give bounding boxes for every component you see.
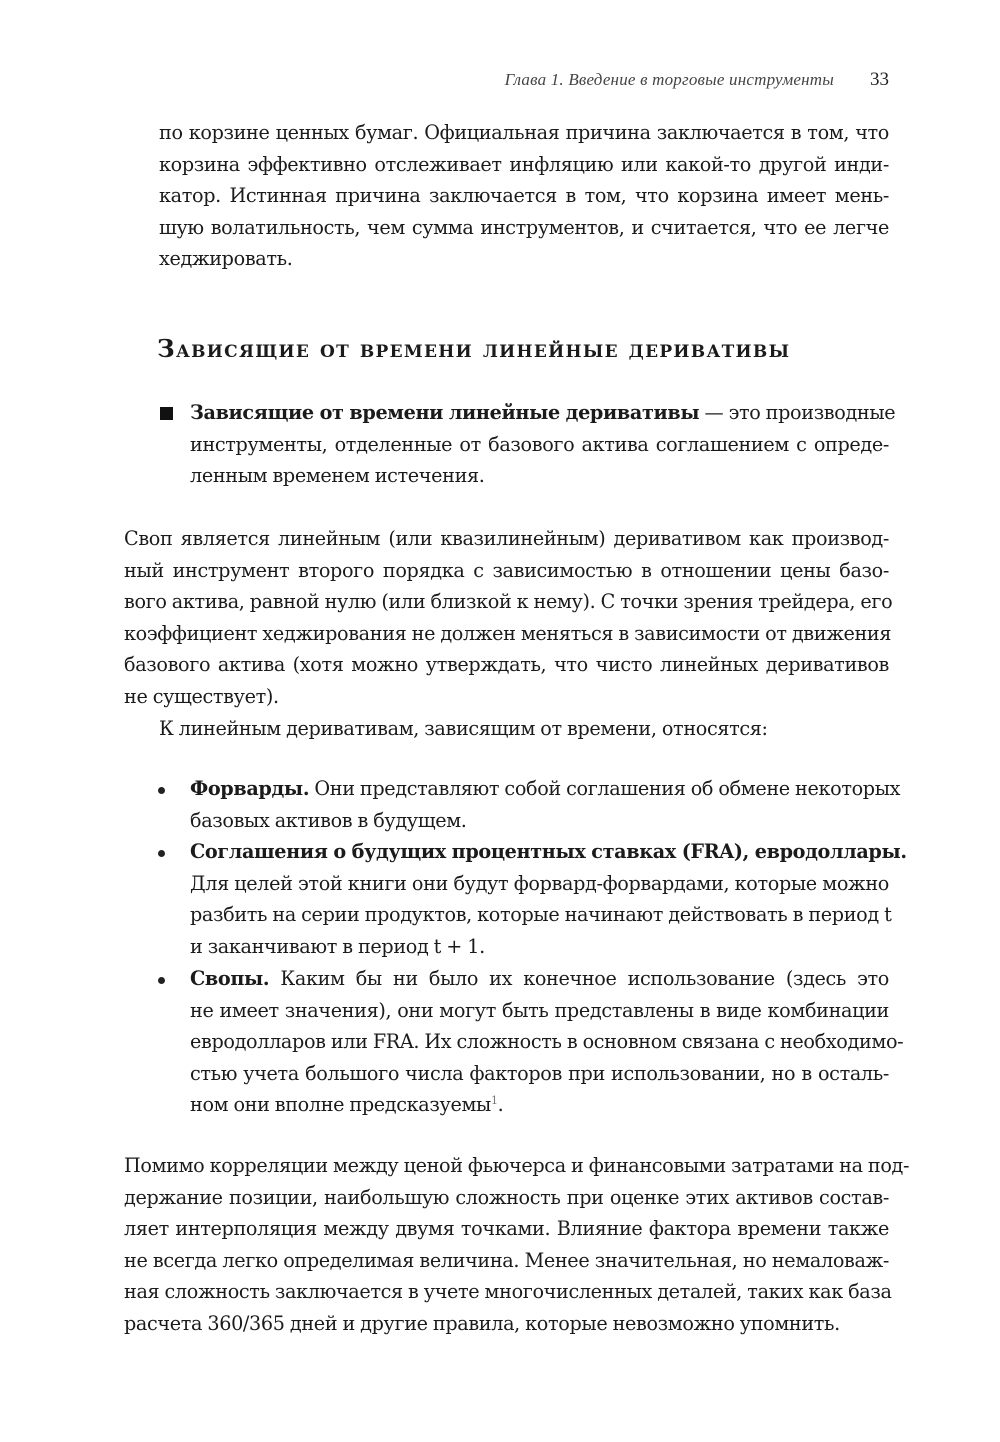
body-paragraph-swap (124, 523, 893, 744)
text-line: держание позиции, наибольшую сложность при оценке этих активов состав- (124, 1185, 889, 1209)
text-line: расчета 360/365 дней и другие правила, которые невозможно упомнить. (124, 1311, 840, 1335)
bullet-line (190, 963, 889, 995)
bullet-term: Форварды. (190, 777, 310, 800)
closing-paragraph (124, 1150, 910, 1340)
text-line: ляет интерполяция между двумя точками. Влияние фактора времени также (124, 1217, 889, 1241)
text-line: не существует). (124, 684, 279, 708)
text-line: Своп является линейным (или квазилинейным) деривативом как производ- (124, 527, 889, 550)
end-punct: . (497, 1093, 504, 1117)
definition-term: Зависящие от времени линейные деривативы (190, 401, 700, 424)
text-line (190, 1089, 889, 1121)
bullet-line (190, 773, 901, 805)
bullet-dot-icon (158, 977, 165, 984)
text-line: не всегда легко определимая величина. Менее значительная, но немаловаж- (124, 1248, 889, 1272)
section-heading: Зависящие от времени линейные деривативы (157, 334, 791, 363)
bullet-text: Они представляют собой соглашения об обмене некоторых (309, 777, 901, 800)
text-line: и заканчивают в период t + 1. (190, 934, 485, 958)
text-line: корзина эффективно отслеживает инфляцию или какой-то другой инди- (159, 152, 889, 176)
page-number: 33 (870, 69, 889, 90)
text-line: евродолларов или FRA. Их сложность в основном связана с необходимо- (190, 1030, 904, 1054)
page-header (125, 69, 889, 99)
bullet-forwards (190, 773, 901, 836)
lead-in-line: К линейным деривативам, зависящим от времени, относятся: (159, 716, 768, 740)
bullet-dot-icon (158, 850, 165, 857)
text-line: ленным временем истечения. (190, 464, 485, 488)
text-line: стью учета большого числа факторов при использовании, но в осталь- (190, 1061, 889, 1085)
running-head: Глава 1. Введение в торговые инструменты (504, 70, 834, 89)
text-line: инструменты, отделенные от базового актива соглашением с опреде- (190, 432, 889, 456)
bullet-dot-icon (158, 787, 165, 794)
bullet-fra (190, 836, 907, 962)
text-line: катор. Истинная причина заключается в том, что корзина имеет мень- (159, 184, 889, 208)
text-line: вого актива, равной нулю (или близкой к нему). С точки зрения трейдера, его (124, 590, 893, 614)
bullet-swaps (190, 963, 904, 1121)
text-line: ный инструмент второго порядка с зависимостью в отношении цены базо- (124, 558, 889, 582)
text-line: базовых активов в будущем. (190, 808, 467, 832)
text-line: шую волатильность, чем сумма инструментов, и считается, что ее легче (159, 215, 889, 239)
text-line: базового актива (хотя можно утверждать, что чисто линейных деривативов (124, 653, 889, 677)
text-segment: ном они вполне предсказуемы (190, 1093, 491, 1117)
text-line: ная сложность заключается в учете многочисленных деталей, таких как база (124, 1280, 892, 1304)
bullet-term: Свопы. (190, 967, 270, 990)
definition-text: — это производные (699, 401, 896, 424)
text-line: Помимо корреляции между ценой фьючерса и финансовыми затратами на под- (124, 1154, 910, 1177)
text-line: коэффициент хеджирования не должен меняться в зависимости от движения (124, 621, 892, 645)
text-line: Для целей этой книги они будут форвард-форвардами, которые можно (190, 871, 889, 895)
text-line: хеджировать. (159, 247, 293, 271)
footnote-mark[interactable]: 1 (490, 1094, 498, 1108)
intro-paragraph (159, 117, 889, 275)
bullet-term: Соглашения о будущих процентных ставках (FRA), евродоллары. (190, 840, 907, 863)
bullet-text: Каким бы ни было их конечное использование (здесь это (269, 967, 889, 990)
text-line: по корзине ценных бумаг. Официальная причина заключается в том, что (159, 121, 889, 144)
text-line: не имеет значения), они могут быть представлены в виде комбинации (190, 998, 889, 1022)
text-line: разбить на серии продуктов, которые начинают действовать в период t (190, 903, 892, 927)
definition-block (190, 397, 896, 492)
definition-line (190, 397, 896, 429)
square-bullet-icon (160, 407, 173, 420)
